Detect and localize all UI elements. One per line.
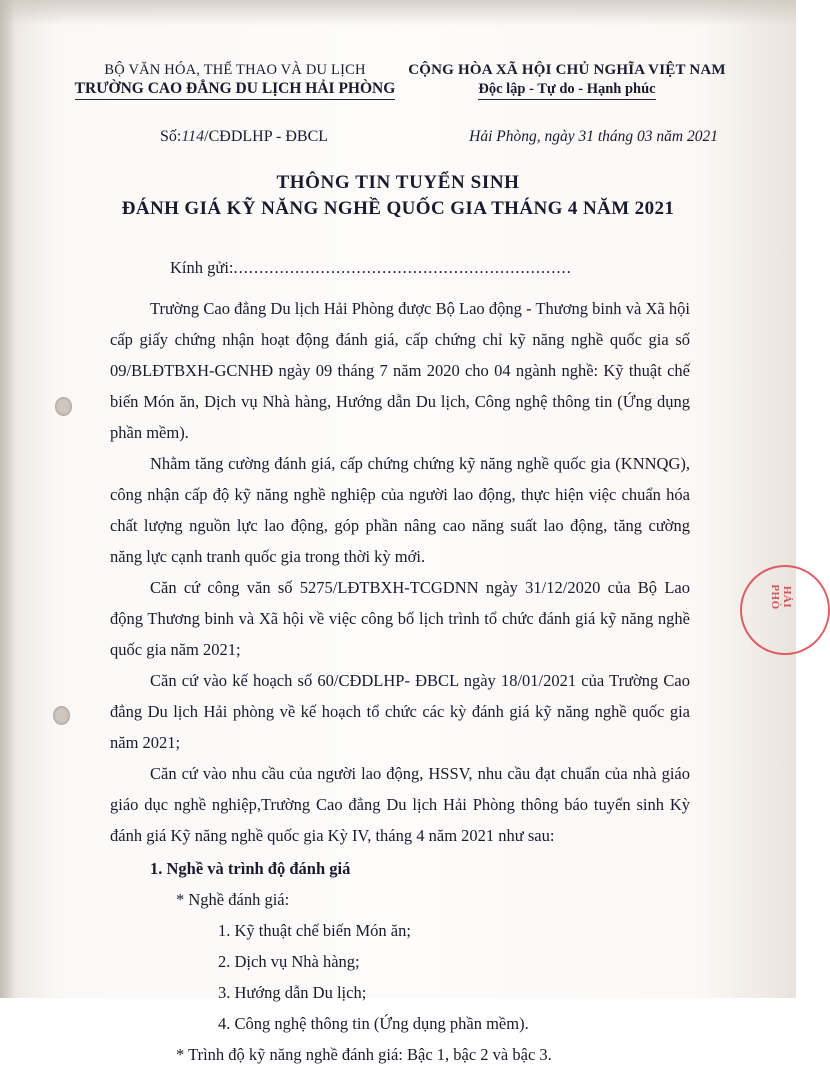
document-header (0, 62, 796, 100)
section-1-heading: 1. Nghề và trình độ đánh giá (150, 859, 351, 878)
header-ministry-block (70, 62, 400, 100)
document-number-handwritten: 114 (181, 128, 205, 145)
paragraph-5: Căn cứ vào nhu cầu của người lao động, HSSV, nhu cầu đạt chuẩn của nhà giáo giáo dục nghề nghiệp,Trường Cao đẳng Du lịch Hải Phòng thông báo tuyển sinh Kỳ đánh giá Kỹ năng nghề quốc gia Kỳ IV, tháng 4 năm 2021 như sau: (110, 764, 690, 845)
document-subheader (0, 128, 796, 146)
recipient-dots: .................................................................. (233, 258, 572, 277)
red-seal-stamp-text: HẢI PHÒ (769, 584, 793, 610)
paragraph-3: Căn cứ công văn số 5275/LĐTBXH-TCGDNN ngày 31/12/2020 của Bộ Lao động Thương binh và Xã hội về việc công bố lịch trình tổ chức đánh giá kỹ năng nghề quốc gia năm 2021; (110, 578, 690, 659)
document-number (160, 128, 328, 146)
paragraph-1: Trường Cao đẳng Du lịch Hải Phòng được Bộ Lao động - Thương binh và Xã hội cấp giấy chứng nhận hoạt động đánh giá, cấp chứng chỉ kỹ năng nghề quốc gia số 09/BLĐTBXH-GCNHĐ ngày 09 tháng 7 năm 2020 cho 04 ngành nghề: Kỹ thuật chế biến Món ăn, Dịch vụ Nhà hàng, Hướng dẫn Du lịch, Công nghệ thông tin (Ứng dụng phần mềm). (110, 299, 690, 442)
national-motto: Độc lập - Tự do - Hạnh phúc (478, 81, 655, 100)
school-name: TRƯỜNG CAO ĐẲNG DU LỊCH HẢI PHÒNG (75, 80, 396, 100)
paragraph-2: Nhằm tăng cường đánh giá, cấp chứng chứng kỹ năng nghề quốc gia (KNNQG), công nhận cấp độ kỹ năng nghề nghiệp của người lao động, thực hiện việc chuẩn hóa chất lượng nguồn lực lao động, góp phần nâng cao năng suất lao động, tăng cường năng lực cạnh tranh quốc gia trong thời kỳ mới. (110, 454, 690, 566)
document-title-line1: THÔNG TIN TUYỂN SINH (276, 172, 520, 193)
section-1-subitem-occupations: * Nghề đánh giá: (176, 890, 290, 909)
place-and-date: Hải Phòng, ngày 31 tháng 03 năm 2021 (469, 128, 718, 145)
occupation-item-3: 3. Hướng dẫn Du lịch; (218, 983, 367, 1002)
section-1-subitem-levels: * Trình độ kỹ năng nghề đánh giá: Bậc 1, bậc 2 và bậc 3. (176, 1045, 552, 1064)
document-title-block (0, 172, 796, 220)
occupation-item-4: 4. Công nghệ thông tin (Ứng dụng phần mềm). (218, 1014, 529, 1033)
country-name: CỘNG HÒA XÃ HỘI CHỦ NGHĨA VIỆT NAM (408, 62, 726, 78)
document-title-line2: ĐÁNH GIÁ KỸ NĂNG NGHỀ QUỐC GIA THÁNG 4 NĂM 2021 (121, 198, 675, 219)
document-number-suffix: /CĐDLHP - ĐBCL (204, 128, 329, 145)
document-number-label: Số: (160, 128, 182, 145)
ministry-name: BỘ VĂN HÓA, THỂ THAO VÀ DU LỊCH (104, 62, 366, 78)
occupation-item-1: 1. Kỹ thuật chế biến Món ăn; (218, 921, 411, 940)
recipient-label: Kính gửi: (170, 258, 234, 277)
paragraph-4: Căn cứ vào kế hoạch số 60/CĐDLHP- ĐBCL ngày 18/01/2021 của Trường Cao đẳng Du lịch Hải phòng về kế hoạch tổ chức các kỳ đánh giá kỹ năng nghề quốc gia năm 2021; (110, 671, 690, 752)
recipient-line (110, 252, 690, 283)
header-national-block (402, 62, 732, 100)
document-body (110, 252, 690, 1070)
occupation-item-2: 2. Dịch vụ Nhà hàng; (218, 952, 360, 971)
